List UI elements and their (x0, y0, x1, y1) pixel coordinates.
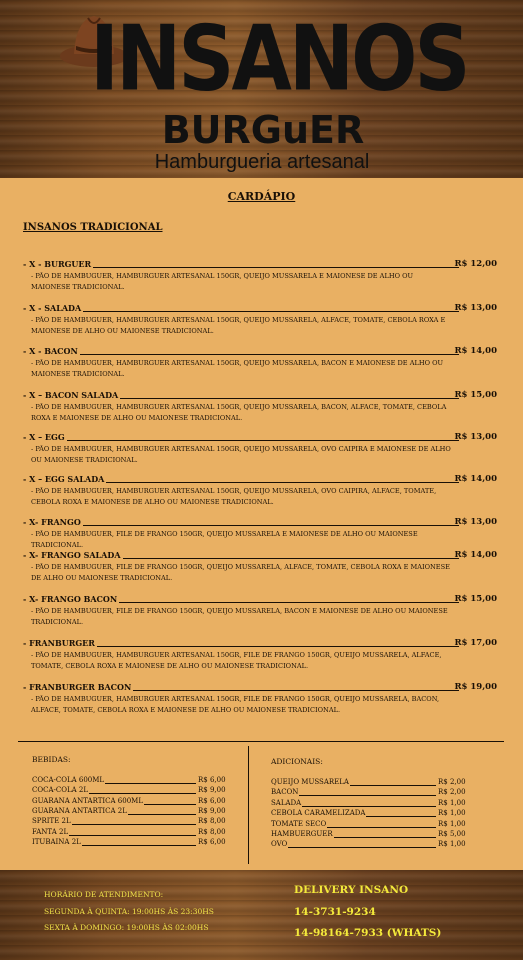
menu-item-header (23, 549, 497, 561)
drinks-name: SPRITE 2L (32, 817, 71, 826)
menu-item-name: - X - BURGUER (23, 259, 92, 269)
extras-price: R$ 2,00 (438, 778, 466, 786)
menu-item-price: R$ 15,00 (454, 594, 497, 604)
menu-item-name: - X - BACON (23, 346, 78, 356)
menu-item-header (23, 593, 497, 605)
menu-item (23, 473, 497, 508)
extras-price: R$ 2,00 (438, 788, 466, 797)
extras-row (271, 829, 478, 839)
drinks-row (32, 806, 238, 816)
drinks-title: BEBIDAS: (32, 755, 71, 764)
leader-line (23, 311, 459, 312)
header-banner (0, 0, 523, 178)
menu-item-header (23, 302, 497, 314)
drinks-name: GUARANA ANTARTICA 600ML (32, 796, 143, 805)
extras-price: R$ 1,00 (438, 809, 466, 818)
drinks-row (32, 837, 238, 847)
menu-item-name: - FRANBURGER (23, 638, 95, 648)
extras-row (271, 808, 478, 818)
drinks-price: R$ 6,00 (198, 776, 226, 784)
menu-item-header (23, 516, 497, 528)
extras-name: QUEIJO MUSSARELA (271, 778, 349, 786)
menu-item-description: - PÃO DE HAMBUGUER, HAMBURGUER ARTESANAL 150GR, QUEIJO MUSSARELA, BACON, ALFACE, TOMATE, CEBOLA ROXA E MAIONESE DE ALHO OU MAIONESE TRADICIONAL. (31, 403, 447, 422)
extras-row (271, 787, 478, 797)
menu-item-price: R$ 14,00 (454, 346, 497, 356)
leader-line (23, 354, 459, 355)
drinks-name: FANTA 2L (32, 827, 69, 836)
menu-item-description: - PÃO DE HAMBUGUER, HAMBURGUER ARTESANAL 150GR, FILE DE FRANGO 150GR, QUEIJO MUSSARELA, BACON, ALFACE, TOMATE, CEBOLA ROXA E MAIONESE DE ALHO OU MAIONESE TRADICIONAL. (31, 695, 440, 714)
extras-name: SALADA (271, 798, 302, 807)
extras-name: TOMATE SECO (271, 819, 327, 828)
menu-item-price: R$ 17,00 (454, 638, 497, 648)
brand-title: INSANOS (90, 7, 468, 112)
menu-item-description: - PÃO DE HAMBUGUER, FILE DE FRANGO 150GR, QUEIJO MUSSARELA E MAIONESE DE ALHO OU MAIONESE TRADICIONAL. (31, 530, 418, 549)
menu-item-header (23, 389, 497, 401)
extras-price: R$ 1,00 (438, 819, 466, 828)
menu-item-header (23, 345, 497, 357)
menu-item (23, 516, 497, 551)
menu-item (23, 345, 497, 380)
menu-item-price: R$ 12,00 (454, 259, 497, 269)
menu-item (23, 389, 497, 424)
extras-title: ADICIONAIS: (271, 757, 323, 766)
extras-row (271, 819, 478, 829)
extras-name: HAMBUERGUER (271, 830, 333, 838)
menu-item-price: R$ 13,00 (454, 432, 497, 442)
menu-item-description: - PÃO DE HAMBUGUER, HAMBURGUER ARTESANAL 150GR, FILE DE FRANGO 150GR, QUEIJO MUSSARELA, ALFACE, TOMATE, CEBOLA ROXA E MAIONESE DE ALHO OU MAIONESE TRADICIONAL. (31, 651, 442, 670)
drinks-price: R$ 8,00 (198, 817, 226, 826)
column-divider (248, 746, 249, 864)
menu-item-header (23, 681, 497, 693)
menu-item-description: - PÃO DE HAMBUGUER, FILE DE FRANGO 150GR, QUEIJO MUSSARELA, BACON E MAIONESE DE ALHO OU MAIONESE TRADICIONAL. (31, 607, 448, 626)
section-divider (18, 741, 504, 742)
drinks-name: COCA-COLA 600ML (32, 776, 105, 784)
section-title: INSANOS TRADICIONAL (23, 222, 163, 233)
footer-banner (0, 870, 523, 960)
extras-name: CEBOLA CARAMELIZADA (271, 809, 366, 818)
menu-item-name: - X – BACON SALADA (23, 390, 119, 400)
drinks-price: R$ 9,00 (198, 806, 226, 815)
drinks-price: R$ 6,00 (198, 796, 226, 805)
extras-price: R$ 1,00 (438, 840, 466, 849)
menu-item (23, 302, 497, 337)
menu-item-name: - X- FRANGO (23, 517, 81, 527)
drinks-name: COCA-COLA 2L (32, 786, 88, 795)
menu-item-header (23, 431, 497, 443)
menu-item-description: - PÃO DE HAMBUGUER, FILE DE FRANGO 150GR, QUEIJO MUSSARELA, ALFACE, TOMATE, CEBOLA ROXA E MAIONESE DE ALHO OU MAIONESE TRADICIONAL. (31, 563, 450, 582)
drinks-price: R$ 8,00 (198, 827, 226, 836)
menu-item-price: R$ 14,00 (454, 550, 497, 560)
menu-item-name: - X- FRANGO SALADA (23, 550, 121, 560)
menu-item-name: - X - SALADA (23, 303, 82, 313)
menu-item (23, 593, 497, 628)
menu-item-price: R$ 13,00 (454, 517, 497, 527)
extras-price: R$ 1,00 (438, 798, 466, 807)
menu-item (23, 637, 497, 672)
menu-item-description: - PÃO DE HAMBUGUER, HAMBURGUER ARTESANAL 150GR, QUEIJO MUSSARELA, OVO CAIPIRA E MAIONESE DE ALHO OU MAIONESE TRADICIONAL. (31, 445, 451, 464)
menu-item-name: - X – EGG (23, 432, 65, 442)
extras-name: BACON (271, 788, 299, 797)
phone-number: 14-3731-9234 (294, 906, 376, 918)
drinks-price: R$ 9,00 (198, 786, 226, 795)
menu-item-description: - PÃO DE HAMBUGUER, HAMBURGUER ARTESANAL 150GR, QUEIJO MUSSARELA E MAIONESE DE ALHO OU MAIONESE TRADICIONAL. (31, 272, 414, 291)
drinks-price: R$ 6,00 (198, 837, 226, 846)
leader-line (271, 847, 436, 848)
menu-item-price: R$ 15,00 (454, 390, 497, 400)
delivery-title: DELIVERY INSANO (294, 884, 409, 896)
drinks-row (32, 775, 238, 785)
menu-title: CARDÁPIO (227, 190, 296, 203)
extras-row (271, 839, 478, 849)
menu-content (0, 178, 523, 870)
menu-item-header (23, 258, 497, 270)
drinks-name: GUARANA ANTARTICA 2L (32, 806, 127, 815)
menu-item-description: - PÃO DE HAMBUGUER, HAMBURGUER ARTESANAL 150GR, QUEIJO MUSSARELA, ALFACE, TOMATE, CEBOLA ROXA E MAIONESE DE ALHO OU MAIONESE TRADICIONAL. (31, 316, 446, 335)
menu-item-description: - PÃO DE HAMBUGUER, HAMBURGUER ARTESANAL 150GR, QUEIJO MUSSARELA, OVO CAIPIRA, ALFACE, TOMATE, CEBOLA ROXA E MAIONESE DE ALHO OU MAIONESE TRADICIONAL. (31, 487, 437, 506)
menu-item-price: R$ 14,00 (454, 474, 497, 484)
brand-tagline: Hamburgueria artesanal (154, 151, 370, 173)
drinks-row (32, 816, 238, 826)
menu-item-name: - X- FRANGO BACON (23, 594, 118, 604)
extras-row (271, 777, 478, 787)
menu-item (23, 681, 497, 716)
extras-row (271, 798, 478, 808)
drinks-name: ITUBAINA 2L (32, 837, 81, 846)
menu-item-header (23, 473, 497, 485)
brand-subtitle: BURGuER (161, 108, 365, 152)
menu-item-description: - PÃO DE HAMBUGUER, HAMBURGUER ARTESANAL 150GR, QUEIJO MUSSARELA, BACON E MAIONESE DE ALHO OU MAIONESE TRADICIONAL. (31, 359, 444, 378)
menu-item (23, 549, 497, 584)
menu-item-header (23, 637, 497, 649)
extras-name: OVO (271, 840, 288, 849)
hours-title: HORÁRIO DE ATENDIMENTO: (44, 890, 164, 899)
leader-line (23, 525, 459, 526)
menu-item-price: R$ 13,00 (454, 303, 497, 313)
drinks-row (32, 785, 238, 795)
drinks-row (32, 796, 238, 806)
whatsapp-number: 14-98164-7933 (WHATS) (294, 927, 442, 939)
leader-line (23, 440, 459, 441)
menu-item-price: R$ 19,00 (454, 682, 497, 692)
menu-item-name: - X – EGG SALADA (23, 474, 105, 484)
hours-weekend: SEXTA À DOMINGO: 19:00HS ÀS 02:00HS (44, 923, 209, 932)
menu-item (23, 431, 497, 466)
drinks-row (32, 827, 238, 837)
menu-item (23, 258, 497, 293)
menu-item-name: - FRANBURGER BACON (23, 682, 132, 692)
extras-price: R$ 5,00 (438, 830, 466, 838)
hours-weekday: SEGUNDA À QUINTA: 19:00HS ÀS 23:30HS (44, 907, 214, 916)
